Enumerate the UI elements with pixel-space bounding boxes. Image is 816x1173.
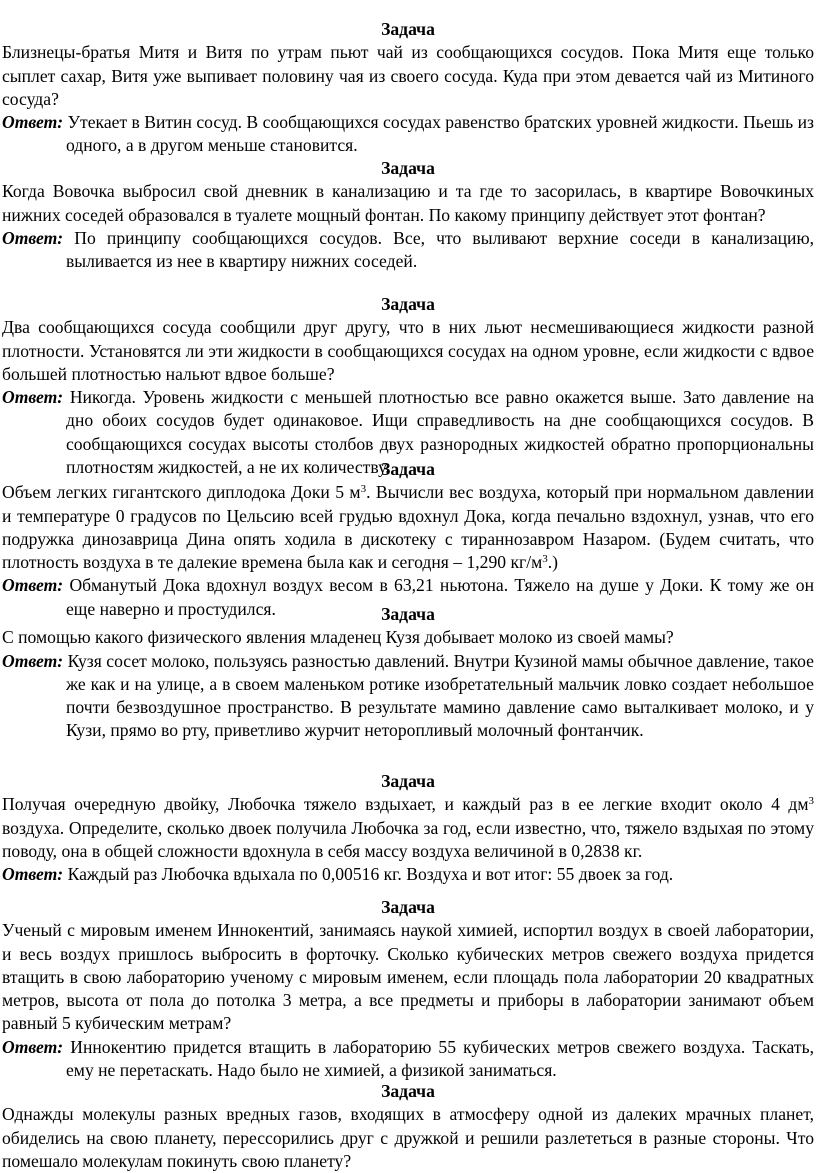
answer-text: Каждый раз Любочка вдыхала по 0,00516 кг. Воздуха и вот итог: 55 двоек за год.: [67, 864, 674, 885]
task-question: Близнецы-братья Митя и Витя по утрам пьют чай из сообщающихся сосудов. Пока Митя еще только сыплет сахар, Витя уже выпивает половину чая из своего сосуда. Куда при этом девается чай из Митиного сосуда?: [2, 42, 814, 109]
task-5: [2, 603, 814, 743]
task-4: [2, 458, 814, 621]
answer-label: Ответ:: [2, 387, 64, 408]
answer-label: Ответ:: [2, 650, 64, 671]
answer-label: Ответ:: [2, 227, 64, 248]
task-question: С помощью какого физического явления младенец Кузя добывает молоко из своей мамы?: [2, 627, 674, 648]
superscript: 3: [360, 483, 367, 496]
task-answer: [2, 1036, 814, 1083]
task-answer: [2, 863, 814, 886]
superscript: 3: [808, 795, 814, 808]
task-3: [2, 293, 814, 479]
task-question: Два сообщающихся сосуда сообщили друг другу, что в них льют несмешивающиеся жидкости разной плотности. Установятся ли эти жидкости в сообщающихся сосудах на одном уровне, если жидкости с вдвое большей плотностью нальют вдвое больше?: [2, 317, 814, 384]
task-question: Однажды молекулы разных вредных газов, входящих в атмосферу одной из далеких мрачных планет, обиделись на свою планету, перессорились друг с дружкой и решили разлететься в разные стороны. Что помешало молекулам покинуть свою планету?: [2, 1104, 814, 1171]
task-question: [2, 793, 814, 863]
task-1: [2, 18, 814, 158]
task-answer: [2, 650, 814, 743]
task-heading: Задача: [381, 1081, 435, 1101]
answer-text: Никогда. Уровень жидкости с меньшей плотностью все равно окажется выше. Зато давление на дно обоих сосудов будет одинаковое. Ищи справедливость на дне сообщающихся сосудов. В сообщающихся сосудах высоты столбов двух разнородных жидкостей обратно пропорциональны плотностям жидкостей, а не их количеству.: [66, 387, 814, 478]
task-heading: Задача: [381, 897, 435, 917]
task-6: [2, 770, 814, 886]
task-question: Когда Вовочка выбросил свой дневник в канализацию и та где то засорилась, в квартире Вовочкиных нижних соседей образовался в туалете мощный фонтан. По какому принципу действует этот фонтан?: [2, 181, 814, 225]
task-heading: Задача: [381, 158, 435, 178]
task-heading: Задача: [381, 19, 435, 39]
question-text-part: . Вычисли вес воздуха, который при нормальном давлении и температуре 0 градусов по Цельсию всей грудью вдохнул Дока, когда печально вздохнул, узнав, что его подружка динозаврица Дина опять ходила в дискотеку с тираннозавром Назаром. (Будем считать, что плотность воздуха в те далекие времена была как и сегодня – 1,290 кг/м: [2, 482, 814, 573]
task-heading: Задача: [381, 604, 435, 624]
task-7: [2, 896, 814, 1082]
task-answer: [2, 111, 814, 158]
question-text-part: Получая очередную двойку, Любочка тяжело вздыхает, и каждый раз в ее легкие входит около 4 дм: [2, 794, 809, 815]
answer-text: Иннокентию придется втащить в лабораторию 55 кубических метров свежего воздуха. Таскать, ему не перетаскать. Надо было не химией, а физикой заниматься.: [66, 1036, 814, 1081]
answer-text: По принципу сообщающихся сосудов. Все, что выливают верхние соседи в канализацию, выливается из нее в квартиру нижних соседей.: [66, 227, 814, 272]
answer-text: Утекает в Витин сосуд. В сообщающихся сосудах равенство братских уровней жидкости. Пьешь из одного, а в другом меньше становится.: [66, 112, 814, 156]
task-question: Ученый с мировым именем Иннокентий, занимаясь наукой химией, испортил воздух в своей лаборатории, и весь воздух пришлось выбросить в форточку. Сколько кубических метров свежего воздуха придется втащить в свою лабораторию ученому с мировым именем, если площадь пола лаборатории 20 квадратных метров, высота от пола до потолка 3 метра, а все предметы и приборы в лаборатории занимают объем равный 5 кубическим метрам?: [2, 920, 814, 1034]
answer-text: Кузя сосет молоко, пользуясь разностью давлений. Внутри Кузиной мамы обычное давление, такое же как и на улице, а в своем маленьком ротике изобретательный мальчик ловко создает небольшое почти безвоздушное пространство. В результате мамино давление само выталкивает молоко, и у Кузи, прямо во рту, приветливо журчит неторопливый молочный фонтанчик.: [66, 650, 814, 741]
task-2: [2, 157, 814, 273]
task-heading: Задача: [381, 459, 435, 479]
task-heading: Задача: [381, 771, 435, 791]
superscript: 3: [542, 553, 548, 566]
task-8: [2, 1080, 814, 1173]
answer-label: Ответ:: [2, 575, 64, 596]
question-text-part: воздуха. Определите, сколько двоек получила Любочка за год, если известно, что, тяжело вздыхая по этому поводу, она в общей сложности вдохнула в себя массу воздуха величиной в 0,2838 кг.: [2, 817, 814, 861]
task-question: [2, 481, 814, 574]
answer-label: Ответ:: [2, 864, 64, 885]
question-text-part: .): [547, 552, 559, 573]
task-heading: Задача: [381, 294, 435, 314]
answer-label: Ответ:: [2, 1036, 64, 1057]
question-text-part: Объем легких гигантского диплодока Доки 5 м: [2, 482, 361, 503]
answer-label: Ответ:: [2, 112, 64, 133]
answer-text: Обманутый Дока вдохнул воздух весом в 63,21 ньютона. Тяжело на душе у Доки. К тому же он еще наверно и простудился.: [66, 575, 814, 619]
task-answer: [2, 227, 814, 274]
